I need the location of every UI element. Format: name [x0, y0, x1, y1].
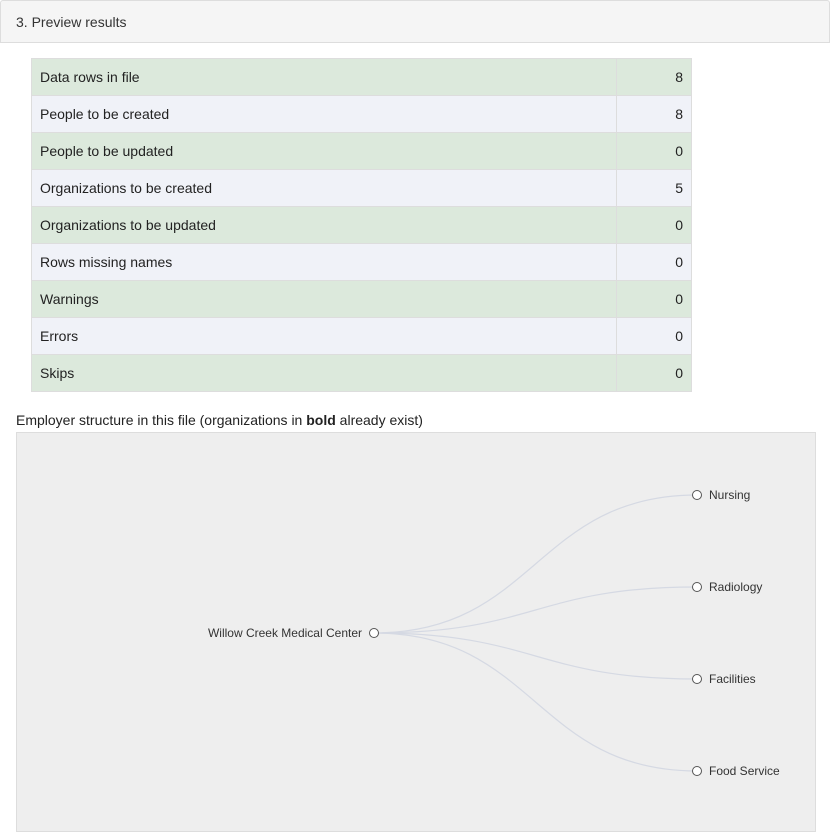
tree-child-node[interactable] [693, 672, 756, 686]
stats-label: Organizations to be updated [32, 207, 617, 244]
tree-links [374, 495, 697, 771]
tree-node-circle[interactable] [693, 491, 702, 500]
stats-value: 0 [617, 244, 692, 281]
tree-caption-bold: bold [306, 412, 336, 428]
stats-row-orgs-created [32, 170, 692, 207]
tree-node-circle[interactable] [693, 675, 702, 684]
tree-child-node[interactable] [693, 764, 781, 778]
section-header [0, 0, 830, 43]
stats-label: Data rows in file [32, 59, 617, 96]
tree-node-circle[interactable] [693, 767, 702, 776]
stats-value: 0 [617, 133, 692, 170]
tree-child-label: Radiology [709, 580, 763, 594]
stats-row-data-rows [32, 59, 692, 96]
tree-node-circle[interactable] [370, 629, 379, 638]
stats-value: 0 [617, 207, 692, 244]
section-title: 3. Preview results [16, 13, 127, 30]
stats-value: 0 [617, 281, 692, 318]
stats-value: 8 [617, 59, 692, 96]
stats-row-orgs-updated [32, 207, 692, 244]
stats-label: People to be updated [32, 133, 617, 170]
stats-label: Errors [32, 318, 617, 355]
stats-value: 0 [617, 355, 692, 392]
stats-row-warnings [32, 281, 692, 318]
employer-tree-svg [17, 433, 817, 833]
stats-row-errors [32, 318, 692, 355]
stats-row-people-updated [32, 133, 692, 170]
stats-value: 0 [617, 318, 692, 355]
tree-link [374, 495, 697, 633]
stats-label: Rows missing names [32, 244, 617, 281]
tree-root-node[interactable] [208, 626, 379, 640]
stats-value: 8 [617, 96, 692, 133]
stats-row-people-created [32, 96, 692, 133]
tree-link [374, 633, 697, 679]
tree-child-node[interactable] [693, 488, 751, 502]
stats-row-skips [32, 355, 692, 392]
employer-tree [16, 432, 816, 832]
tree-link [374, 633, 697, 771]
tree-child-nodes [693, 488, 781, 778]
stats-row-missing-names [32, 244, 692, 281]
tree-child-label: Food Service [709, 764, 780, 778]
stats-label: Warnings [32, 281, 617, 318]
tree-child-node[interactable] [693, 580, 763, 594]
tree-child-label: Facilities [709, 672, 756, 686]
stats-label: Organizations to be created [32, 170, 617, 207]
stats-label: Skips [32, 355, 617, 392]
tree-node-circle[interactable] [693, 583, 702, 592]
preview-stats-table [31, 58, 692, 392]
tree-caption-end: already exist) [335, 412, 423, 428]
tree-caption [16, 412, 423, 428]
tree-link [374, 587, 697, 633]
tree-child-label: Nursing [709, 488, 751, 502]
stats-value: 5 [617, 170, 692, 207]
stats-label: People to be created [32, 96, 617, 133]
tree-root-label: Willow Creek Medical Center [207, 626, 362, 640]
tree-caption-start: Employer structure in this file (organizations in [16, 412, 307, 428]
